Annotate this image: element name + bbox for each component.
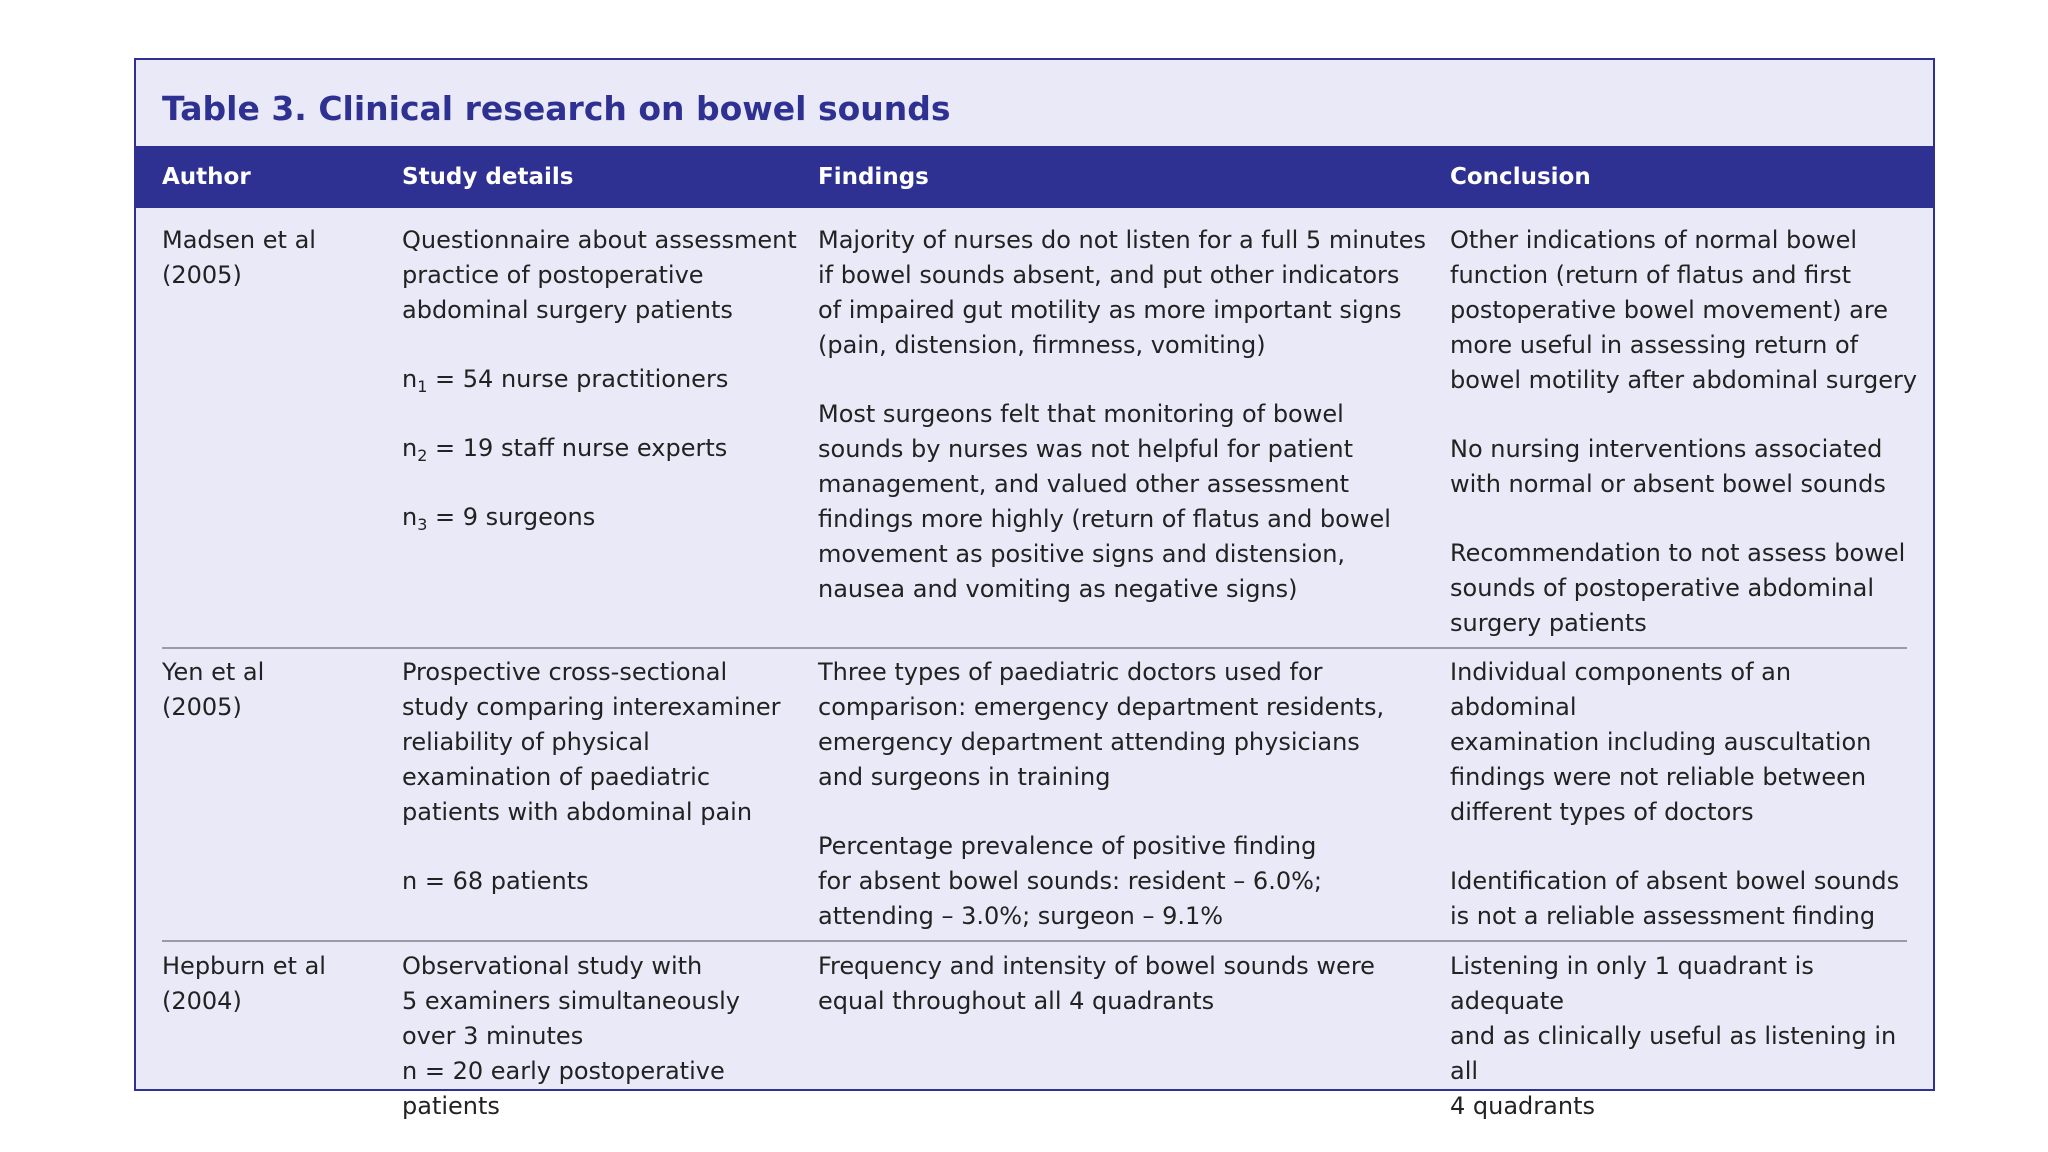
sample-size: n = 68 patients xyxy=(402,867,589,895)
study-details-cell xyxy=(402,949,802,1124)
study-description: Observational study with 5 examiners simultaneously over 3 minutes n = 20 early postoperative patients xyxy=(402,952,740,1120)
column-header-study-details: Study details xyxy=(402,164,574,190)
conclusion-text: Listening in only 1 quadrant is adequate and as clinically useful as listening in all 4 quadrants xyxy=(1450,952,1897,1120)
table-header xyxy=(136,146,1933,208)
conclusion-text: Identification of absent bowel sounds is not a reliable assessment finding xyxy=(1450,867,1900,930)
sample-size: $n_3 = 9$ surgeons xyxy=(402,503,596,534)
column-header-author: Author xyxy=(162,164,251,190)
conclusion-cell xyxy=(1450,655,1920,934)
conclusion-cell xyxy=(1450,223,1920,641)
author-cell xyxy=(162,949,382,1019)
findings-cell xyxy=(818,949,1428,1019)
column-header-findings: Findings xyxy=(818,164,929,190)
study-details-cell xyxy=(402,223,802,535)
conclusion-text: No nursing interventions associated with normal or absent bowel sounds xyxy=(1450,435,1886,498)
row-divider xyxy=(162,647,1907,649)
conclusion-text: Recommendation to not assess bowel sounds of postoperative abdominal surgery patients xyxy=(1450,539,1906,637)
findings-cell xyxy=(818,223,1428,607)
author-cell xyxy=(162,223,382,293)
study-description: Prospective cross-sectional study comparing interexaminer reliability of physical examination of paediatric patients with abdominal pain xyxy=(402,658,781,826)
finding-text: Three types of paediatric doctors used for comparison: emergency department residents, emergency department attending physicians and surgeons in training xyxy=(818,658,1385,791)
table-title: Table 3. Clinical research on bowel sounds xyxy=(162,89,951,128)
sample-size: $n_1 = 54$ nurse practitioners xyxy=(402,365,729,396)
finding-text: Most surgeons felt that monitoring of bowel sounds by nurses was not helpful for patient management, and valued other assessment findings more highly (return of flatus and bowel movement as positive signs and distension, nausea and vomiting as negative signs) xyxy=(818,400,1391,603)
sample-size: $n_2 = 19$ staff nurse experts xyxy=(402,434,728,465)
study-details-cell xyxy=(402,655,802,899)
author-cell xyxy=(162,655,382,725)
finding-text: Frequency and intensity of bowel sounds were equal throughout all 4 quadrants xyxy=(818,952,1375,1015)
author-name: Madsen et al (2005) xyxy=(162,226,316,289)
column-header-conclusion: Conclusion xyxy=(1450,164,1591,190)
conclusion-text: Individual components of an abdominal examination including auscultation findings were not reliable between different types of doctors xyxy=(1450,658,1872,826)
findings-cell xyxy=(818,655,1428,934)
finding-text: Percentage prevalence of positive finding for absent bowel sounds: resident – 6.0%; attending – 3.0%; surgeon – 9.1% xyxy=(818,832,1322,930)
study-description: Questionnaire about assessment practice of postoperative abdominal surgery patients xyxy=(402,226,797,324)
conclusion-text: Other indications of normal bowel function (return of flatus and first postoperative bowel movement) are more useful in assessing return of bowel motility after abdominal surgery xyxy=(1450,226,1918,394)
finding-text: Majority of nurses do not listen for a full 5 minutes if bowel sounds absent, and put other indicators of impaired gut motility as more important signs (pain, distension, firmness, vomiting) xyxy=(818,226,1426,359)
author-name: Hepburn et al (2004) xyxy=(162,952,326,1015)
author-name: Yen et al (2005) xyxy=(162,658,265,721)
conclusion-cell xyxy=(1450,949,1920,1124)
row-divider xyxy=(162,940,1907,942)
table-container xyxy=(134,58,1935,1120)
